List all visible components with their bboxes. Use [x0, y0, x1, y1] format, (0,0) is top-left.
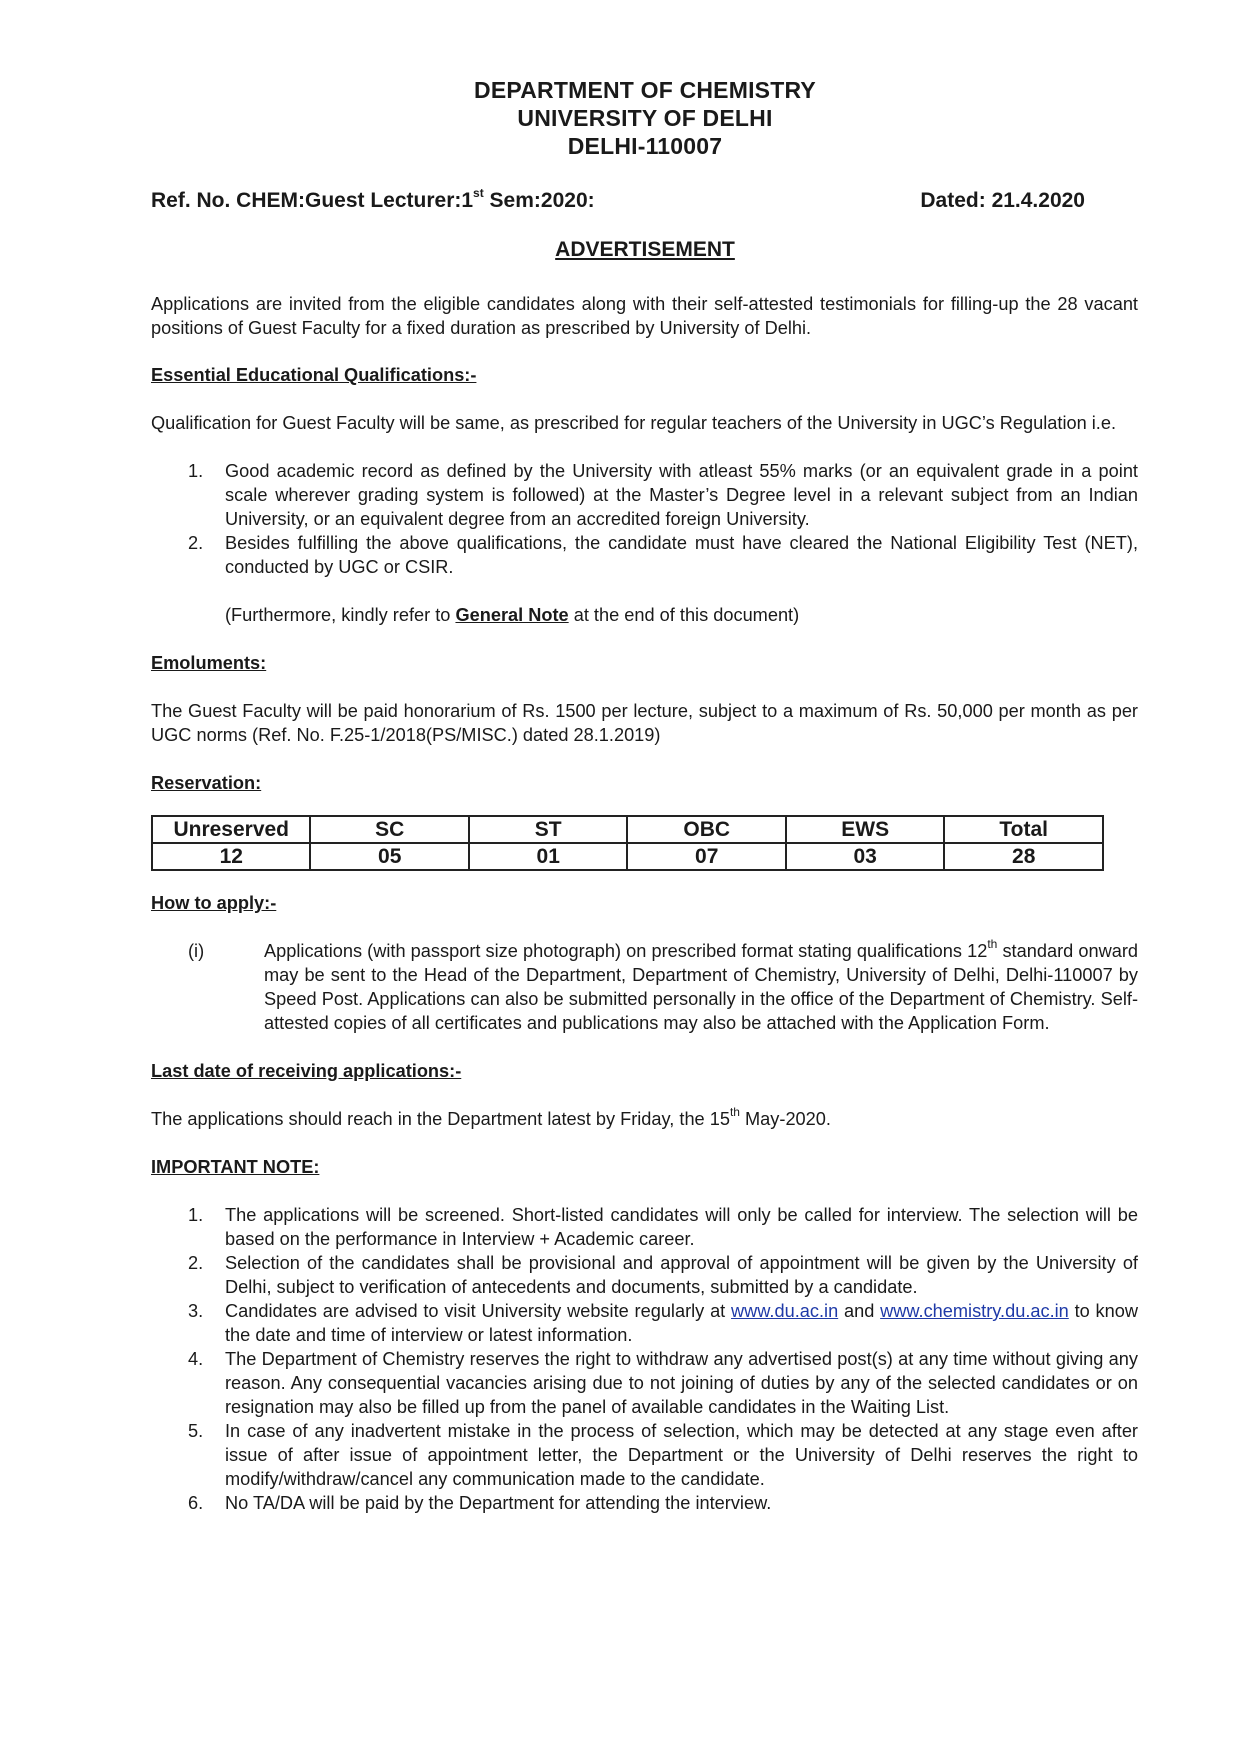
date: Dated: 21.4.2020 [920, 189, 1085, 212]
how-to-apply-heading: How to apply:- [151, 893, 277, 913]
list-item [151, 1251, 1138, 1299]
note-text: at the end of this document) [568, 605, 800, 625]
list-item [151, 531, 1138, 579]
apply-item [151, 936, 1138, 1035]
reference-number [151, 188, 595, 214]
list-item [151, 1203, 1138, 1251]
table-header-cell: EWS [786, 816, 944, 843]
qualifications-list [151, 459, 1138, 579]
item-text: Besides fulfilling the above qualifications, the candidate must have cleared the National Eligibility Test (NET), conducted by UGC or CSIR. [225, 533, 1138, 577]
intro-paragraph: Applications are invited from the eligible candidates along with their self-attested testimonials for filling-up the 28 vacant positions of Guest Faculty for a fixed duration as prescribed by University of Delhi. [151, 294, 1138, 338]
table-row [152, 843, 1103, 870]
list-item [151, 1347, 1138, 1419]
general-note-reference [151, 603, 1138, 627]
item-text: The Department of Chemistry reserves the right to withdraw any advertised post(s) at any time without giving any reason. Any consequential vacancies arising due to not joining of duties by any of the selected candidates or on resignation may also be filled up from the panel of available candidates in the Waiting List. [225, 1349, 1138, 1417]
apply-text: Applications (with passport size photograph) on prescribed format stating qualifications 12 [264, 941, 988, 961]
item-text: to know the date and time of interview or latest information. [225, 1301, 1139, 1345]
qualifications-heading: Essential Educational Qualifications:- [151, 365, 477, 385]
item-number: (i) [188, 941, 205, 961]
department-name: DEPARTMENT OF CHEMISTRY [474, 77, 816, 103]
item-text: The applications will be screened. Short-listed candidates will only be called for interview. The selection will be based on the performance in Interview + Academic career. [225, 1205, 1138, 1249]
item-text: In case of any inadvertent mistake in the process of selection, which may be detected at any stage even after issue of after issue of appointment letter, the Department or the University of Delhi reserves the right to modify/withdraw/cancel any communication made to the candidate. [225, 1421, 1138, 1489]
reservation-table [151, 815, 1104, 871]
document-title: ADVERTISEMENT [555, 238, 735, 261]
letterhead [0, 76, 1240, 160]
emoluments-text: The Guest Faculty will be paid honorarium of Rs. 1500 per lecture, subject to a maximum of Rs. 50,000 per month as per UGC norms (Ref. No. F.25-1/2018(PS/MISC.) dated 28.1.2019) [151, 701, 1138, 745]
university-address: DELHI-110007 [567, 133, 723, 159]
important-note-list [151, 1203, 1138, 1515]
apply-text: standard onward may be sent to the Head of the Department, Department of Chemistry, University of Delhi, Delhi-110007 by Speed Post. Applications can also be submitted personally in the office of the Department of Chemistry. Self-attested copies of all certificates and publications may also be attached with the Application Form. [264, 941, 1138, 1033]
item-text: Good academic record as defined by the University with atleast 55% marks (or an equivalent grade in a point scale wherever grading system is followed) at the Master’s Degree level in a relevant subject from an Indian University, or an equivalent degree from an accredited foreign University. [225, 461, 1138, 529]
apply-sup: th [987, 936, 998, 951]
table-header-row [152, 816, 1103, 843]
item-text: Candidates are advised to visit University website regularly at [225, 1301, 732, 1321]
table-cell: 07 [627, 843, 785, 870]
table-cell: 28 [944, 843, 1103, 870]
last-date-heading: Last date of receiving applications:- [151, 1061, 462, 1081]
item-text: Selection of the candidates shall be provisional and approval of appointment will be given by the University of Delhi, subject to verification of antecedents and documents, submitted by a candidate. [225, 1253, 1138, 1297]
emoluments-heading: Emoluments: [151, 653, 267, 673]
general-note-link: General Note [455, 605, 569, 625]
last-date-part: May-2020. [739, 1109, 831, 1129]
university-name: UNIVERSITY OF DELHI [517, 105, 773, 131]
last-date-sup: th [729, 1104, 740, 1119]
reference-sup: st [473, 186, 484, 200]
item-number: 1. [188, 1205, 204, 1225]
list-item [151, 1299, 1138, 1347]
du-website-link[interactable]: www.du.ac.in [731, 1301, 839, 1321]
item-text: and [838, 1301, 881, 1321]
table-header-cell: ST [469, 816, 627, 843]
table-header-cell: SC [310, 816, 468, 843]
table-header-cell: OBC [627, 816, 785, 843]
table-cell: 03 [786, 843, 944, 870]
document-body [151, 292, 1138, 1515]
qualifications-text: Qualification for Guest Faculty will be same, as prescribed for regular teachers of the University in UGC’s Regulation i.e. [151, 413, 1117, 433]
list-item [151, 1491, 1138, 1515]
table-cell: 05 [310, 843, 468, 870]
last-date-part: The applications should reach in the Department latest by Friday, the 15 [151, 1109, 730, 1129]
reference-prefix: Ref. No. CHEM:Guest Lecturer:1 [151, 189, 474, 212]
reservation-heading: Reservation: [151, 773, 262, 793]
note-text: (Furthermore, kindly refer to [225, 605, 456, 625]
item-number: 4. [188, 1349, 204, 1369]
list-item [151, 1419, 1138, 1491]
important-note-heading: IMPORTANT NOTE: [151, 1157, 320, 1177]
item-number: 3. [188, 1301, 204, 1321]
reference-suffix: Sem:2020: [483, 189, 595, 212]
chemistry-website-link[interactable]: www.chemistry.du.ac.in [880, 1301, 1069, 1321]
item-text: No TA/DA will be paid by the Department for attending the interview. [225, 1493, 772, 1513]
item-number: 2. [188, 533, 204, 553]
item-number: 2. [188, 1253, 204, 1273]
last-date-text [151, 1104, 1138, 1131]
item-number: 6. [188, 1493, 204, 1513]
table-header-cell: Unreserved [152, 816, 310, 843]
table-header-cell: Total [944, 816, 1103, 843]
list-item [151, 459, 1138, 531]
item-number: 1. [188, 461, 204, 481]
table-cell: 12 [152, 843, 310, 870]
table-cell: 01 [469, 843, 627, 870]
item-number: 5. [188, 1421, 204, 1441]
